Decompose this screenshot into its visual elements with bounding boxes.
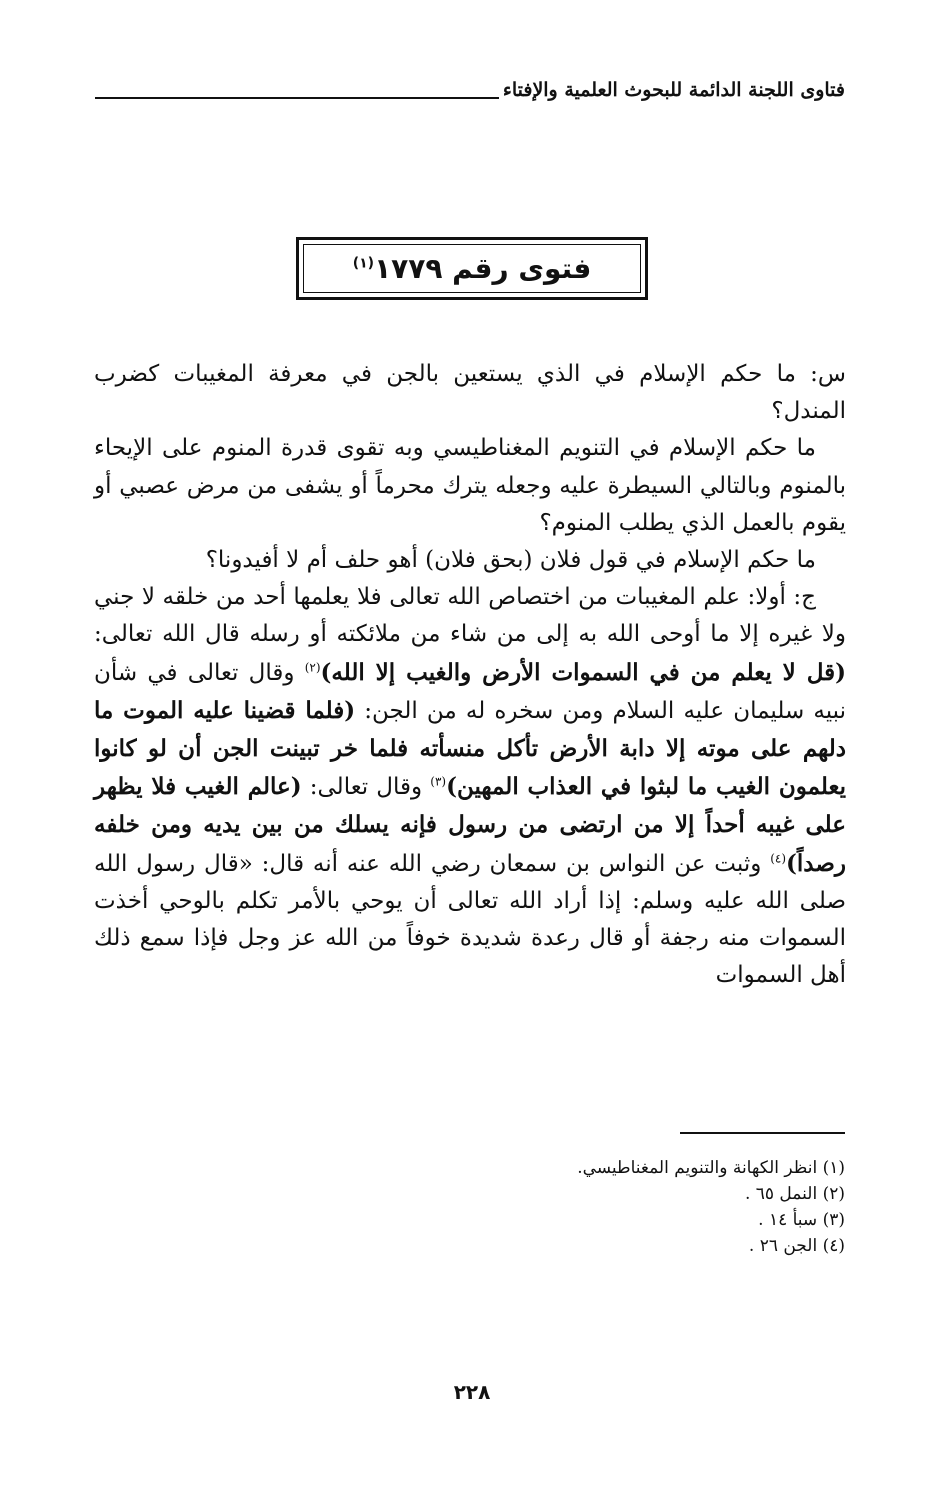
question-1: س: ما حكم الإسلام في الذي يستعين بالجن في معرفة المغيبات كضرب المندل؟ <box>94 361 846 425</box>
running-header <box>95 78 845 102</box>
fatwa-title-text: فتوى رقم ١٧٧٩ <box>374 252 592 285</box>
fatwa-footnote-marker: (١) <box>352 255 375 272</box>
header-rule <box>95 97 499 99</box>
body-text <box>94 356 846 994</box>
footnote-1: (١) انظر الكهانة والتنويم المغناطيسي. <box>577 1158 845 1178</box>
footnote-separator <box>680 1132 845 1134</box>
answer-mid-2: وقال تعالى: <box>309 774 423 801</box>
footnotes <box>420 1155 845 1259</box>
question-3: ما حكم الإسلام في قول فلان (بحق فلان) أهو حلف أم لا أفيدونا؟ <box>205 547 816 574</box>
footnote-2: (٢) النمل ٦٥ . <box>744 1184 845 1204</box>
fatwa-title <box>353 252 592 285</box>
verse-3: (عالم الغيب فلا يظهر على غيبه أحداً إلا من ارتضى من رسول فإنه يسلك من بين يديه ومن خلفه رصداً) <box>94 773 846 877</box>
answer <box>94 579 846 994</box>
footnote-ref-3: (٣) <box>430 774 447 789</box>
footnote-4: (٤) الجن ٢٦ . <box>748 1236 845 1256</box>
running-header-title: فتاوى اللجنة الدائمة للبحوث العلمية والإفتاء <box>502 79 845 101</box>
answer-end: وثبت عن النواس بن سمعان رضي الله عنه أنه قال: «قال رسول الله صلى الله عليه وسلم: إذا أراد الله تعالى أن يوحي بالأمر تكلم بالوحي أخذت السموات منه رجفة أو قال رعدة شديدة خوفاً من الله عز وجل فإذا سمع ذلك أهل السموات <box>94 850 846 989</box>
footnote-ref-2: (٢) <box>304 659 321 674</box>
page-number: ٢٢٨ <box>453 1380 491 1404</box>
footnote-3: (٣) سبأ ١٤ . <box>758 1210 845 1230</box>
footnote-ref-4: (٤) <box>770 850 787 865</box>
verse-2: (فلما قضينا عليه الموت ما دلهم على موته إلا دابة الأرض تأكل منسأته فلما خر تبينت الجن أن لو كانوا يعلمون الغيب ما لبثوا في العذاب المهين) <box>94 696 846 801</box>
answer-mid-1: وقال تعالى في شأن نبيه سليمان عليه السلام ومن سخره له من الجن: <box>94 659 846 724</box>
question-2: ما حكم الإسلام في التنويم المغناطيسي وبه تقوى قدرة المنوم على الإيحاء بالمنوم وبالتالي السيطرة عليه وجعله يترك محرماً أو يشفى من مرض عصبي أو يقوم بالعمل الذي يطلب المنوم؟ <box>94 435 846 536</box>
verse-1: (قل لا يعلم من في السموات الأرض والغيب إلا الله) <box>320 658 846 686</box>
fatwa-title-box <box>296 237 648 300</box>
answer-intro: ج: أولا: علم المغيبات من اختصاص الله تعالى فلا يعلمها أحد من خلقه لا جني ولا غيره إلا ما أوحى الله به إلى من شاء من ملائكته أو رسله قال الله تعالى: <box>94 584 846 648</box>
